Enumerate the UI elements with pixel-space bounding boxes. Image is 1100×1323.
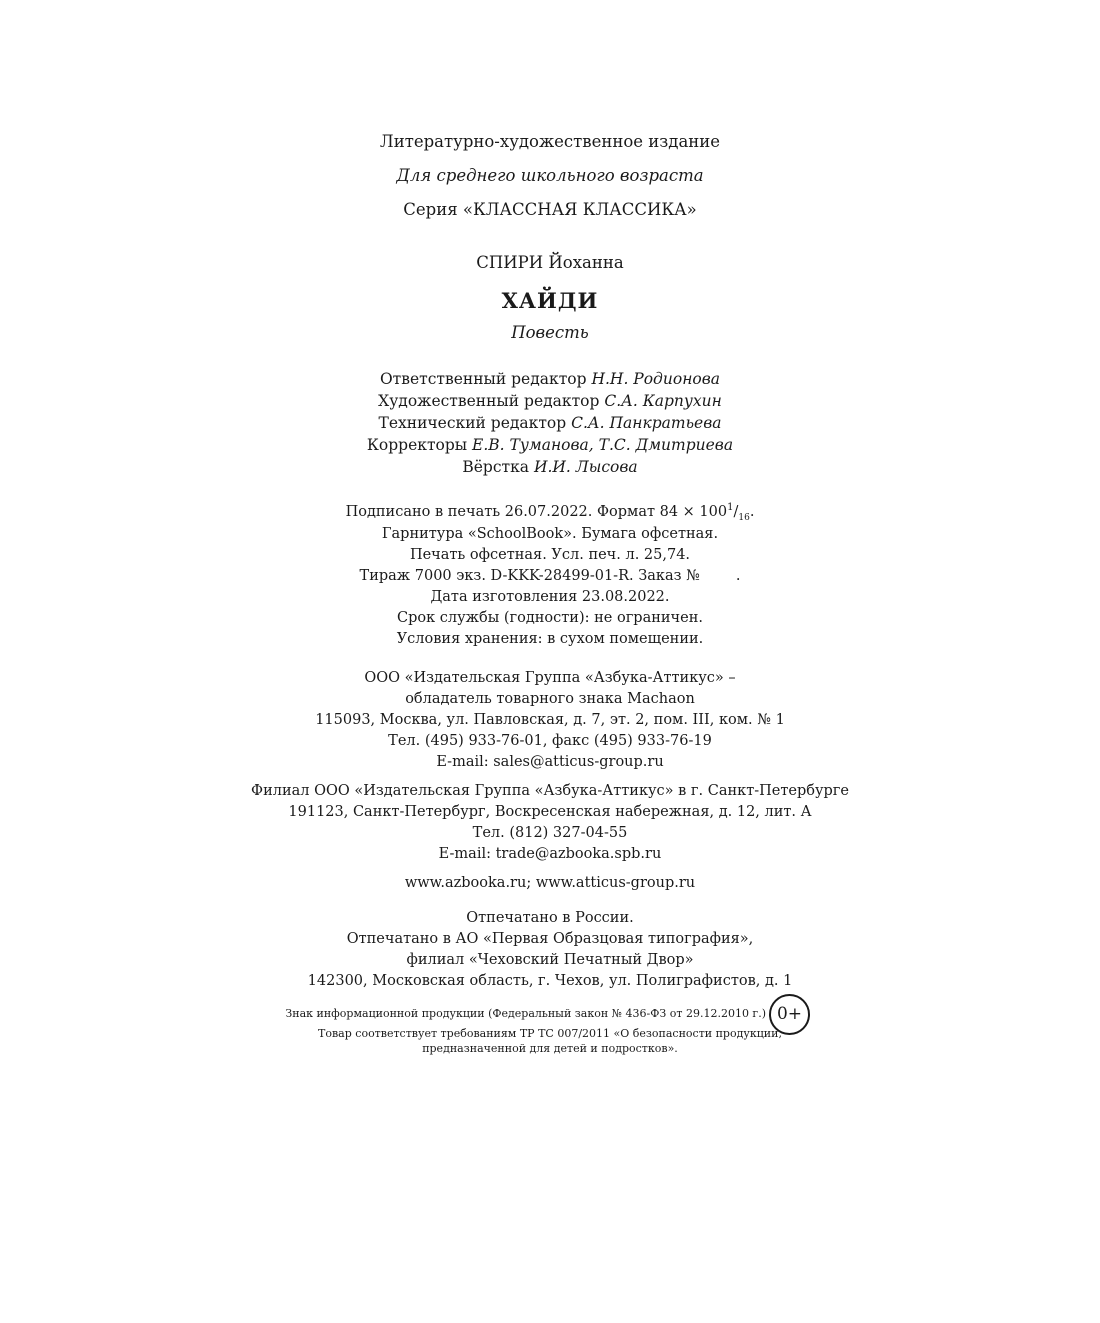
publisher-name: ООО «Издательская Группа «Азбука-Аттикус» – [364, 670, 736, 686]
credit-line [0, 414, 1100, 432]
credit-name: Н.Н. Родионова [591, 370, 721, 388]
branch-email: E-mail: trade@azbooka.spb.ru [438, 846, 662, 862]
publisher-address: 115093, Москва, ул. Павловская, д. 7, эт. 2, пом. III, ком. № 1 [315, 712, 785, 728]
age-rating-badge: 0+ [769, 994, 810, 1035]
credit-name: И.И. Лысова [533, 458, 638, 476]
manufacture-date: Дата изготовления 23.08.2022. [430, 589, 670, 605]
credit-role: Художественный редактор [378, 392, 600, 410]
print-run: Тираж 7000 экз. D-KKK-28499-01-R. Заказ № . [359, 568, 741, 584]
credit-line [0, 370, 1100, 388]
book-title: ХАЙДИ [501, 288, 599, 313]
shelf-life: Срок службы (годности): не ограничен. [396, 610, 703, 626]
credit-line [0, 436, 1100, 454]
author: СПИРИ Йоханна [476, 253, 624, 272]
printed-in: Отпечатано в России. [466, 910, 634, 926]
credit-role: Корректоры [366, 436, 468, 454]
edition-type: Литературно-художественное издание [379, 132, 721, 151]
credit-line [0, 392, 1100, 410]
branch-address: 191123, Санкт-Петербург, Воскресенская набережная, д. 12, лит. А [288, 804, 812, 820]
publisher-email: E-mail: sales@atticus-group.ru [436, 754, 664, 770]
compliance-text: Товар соответствует требованиям ТР ТС 007/2011 «О безопасности продукции, [318, 1027, 782, 1040]
series: Серия «КЛАССНАЯ КЛАССИКА» [403, 200, 697, 219]
websites: www.azbooka.ru; www.atticus-group.ru [404, 875, 696, 891]
credit-name: С.А. Панкратьева [571, 414, 722, 432]
credit-role: Технический редактор [378, 414, 567, 432]
info-mark-label: Знак информационной продукции (Федеральный закон № 436-ФЗ от 29.12.2010 г.) [285, 1007, 766, 1020]
genre: Повесть [511, 323, 589, 342]
credit-name: С.А. Карпухин [604, 392, 722, 410]
age-group: Для среднего школьного возраста [396, 166, 704, 185]
print-sheets: Печать офсетная. Усл. печ. л. 25,74. [409, 547, 691, 563]
storage-conditions: Условия хранения: в сухом помещении. [396, 631, 704, 647]
publisher-phone: Тел. (495) 933-76-01, факс (495) 933-76-19 [388, 733, 712, 749]
branch-name: Филиал ООО «Издательская Группа «Азбука-Аттикус» в г. Санкт-Петербурге [251, 783, 849, 799]
print-signed: Подписано в печать 26.07.2022. Формат $84 \times 100^1/_{16}$. [345, 502, 755, 523]
typeface-paper: Гарнитура «SchoolBook». Бумага офсетная. [381, 526, 719, 542]
printing-branch: филиал «Чеховский Печатный Двор» [406, 952, 694, 968]
printing-house: Отпечатано в АО «Первая Образцовая типография», [346, 931, 754, 947]
credit-name: Е.В. Туманова, Т.С. Дмитриева [472, 436, 734, 454]
credit-role: Ответственный редактор [379, 370, 587, 388]
credit-role: Вёрстка [462, 458, 530, 476]
credit-line [0, 458, 1100, 476]
compliance-text-cont: предназначенной для детей и подростков». [422, 1042, 678, 1055]
publisher-trademark: обладатель товарного знака Machaon [405, 691, 695, 707]
branch-phone: Тел. (812) 327-04-55 [472, 825, 628, 841]
printing-address: 142300, Московская область, г. Чехов, ул. Полиграфистов, д. 1 [307, 973, 793, 989]
